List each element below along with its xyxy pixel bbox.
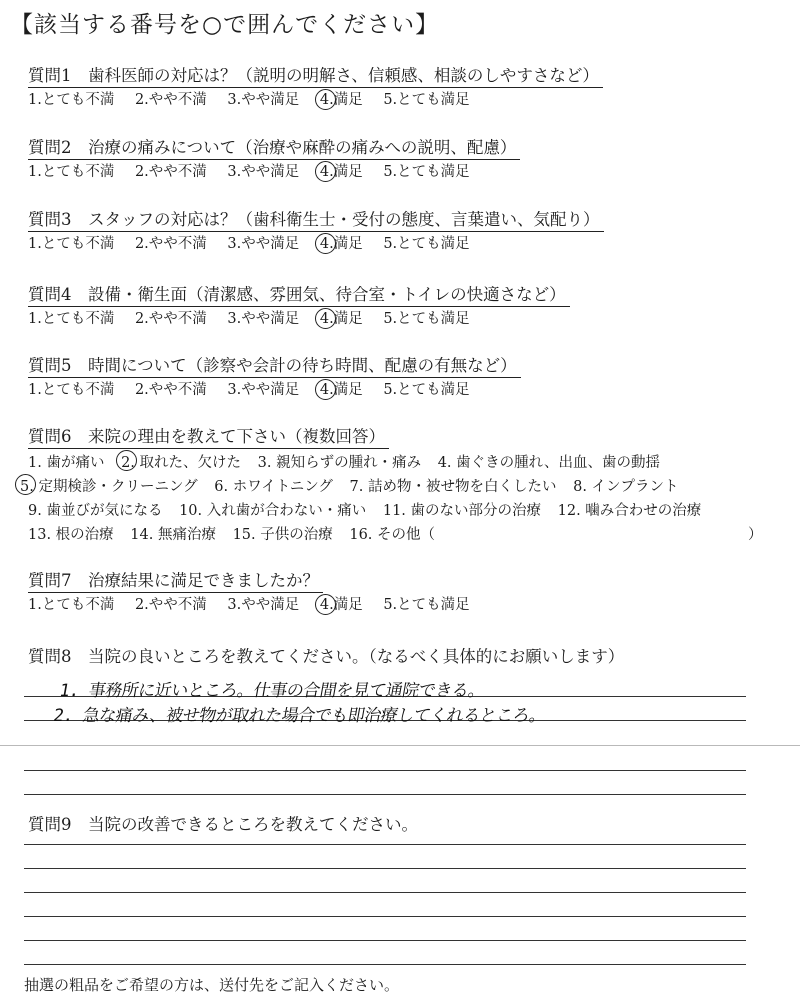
question-heading: 質問2 治療の痛みについて（治療や麻酔の痛みへの説明、配慮） [28,137,520,160]
option-4-selected[interactable]: 4.満足 [319,236,363,252]
question-heading: 質問1 歯科医師の対応は？（説明の明解さ、信頼感、相談のしやすさなど） [28,65,603,88]
option-3[interactable]: 3.やや満足 [227,92,300,108]
handwritten-answer-1: 1. 事務所に近いところ。仕事の合間を見て通院できる。 [57,681,487,701]
reason-15[interactable]: 15. 子供の治療 [232,527,333,543]
question-heading: 質問7 治療結果に満足できましたか？ [28,570,323,593]
q8-answer-area[interactable] [24,670,746,800]
q9-answer-area[interactable] [24,838,746,968]
answer-line [24,844,746,845]
reason-9[interactable]: 9. 歯並びが気になる [28,503,163,519]
option-5[interactable]: 5.とても満足 [383,236,470,252]
reason-7[interactable]: 7. 詰め物・被せ物を白くしたい [349,479,557,495]
option-2[interactable]: 2.やや不満 [134,382,207,398]
answer-line [24,964,746,965]
question-3 [28,209,788,254]
option-4-selected[interactable]: 4.満足 [319,597,363,613]
rating-options [28,234,788,254]
question-1 [28,65,788,110]
option-5[interactable]: 5.とても満足 [383,311,470,327]
option-5[interactable]: 5.とても満足 [383,382,470,398]
rating-options [28,162,788,182]
reason-6[interactable]: 6. ホワイトニング [214,479,333,495]
option-3[interactable]: 3.やや満足 [227,382,300,398]
option-2[interactable]: 2.やや不満 [134,164,207,180]
answer-line [24,770,746,771]
rating-options [28,595,788,615]
option-2[interactable]: 2.やや不満 [134,236,207,252]
option-1[interactable]: 1.とても不満 [28,92,115,108]
rating-options [28,90,788,110]
option-4-selected[interactable]: 4.満足 [319,382,363,398]
question-heading: 質問9 当院の改善できるところを教えてください。 [28,815,418,834]
option-4-selected[interactable]: 4.満足 [319,164,363,180]
option-1[interactable]: 1.とても不満 [28,164,115,180]
question-heading: 質問3 スタッフの対応は？（歯科衛生士・受付の態度、言葉遣い、気配り） [28,209,604,232]
reason-5-selected[interactable]: 5. 定期検診・クリーニング [20,475,198,499]
option-4-selected[interactable]: 4.満足 [319,92,363,108]
option-1[interactable]: 1.とても不満 [28,236,115,252]
option-3[interactable]: 3.やや満足 [227,597,300,613]
question-heading: 質問8 当院の良いところを教えてください。（なるべく具体的にお願いします） [28,647,625,666]
rating-options [28,309,788,329]
footer-cutoff-text: 抽選の粗品をご希望の方は、送付先をご記入ください。 [24,976,400,994]
reason-3[interactable]: 3. 親知らずの腫れ・痛み [257,455,422,471]
answer-line [24,916,746,917]
option-5[interactable]: 5.とても満足 [383,597,470,613]
reason-4[interactable]: 4. 歯ぐきの腫れ、出血、歯の動揺 [437,455,660,471]
reason-options [20,451,788,547]
scan-fold-line [0,745,800,746]
option-3[interactable]: 3.やや満足 [227,311,300,327]
option-2[interactable]: 2.やや不満 [134,597,207,613]
option-1[interactable]: 1.とても不満 [28,382,115,398]
reason-12[interactable]: 12. 噛み合わせの治療 [557,503,702,519]
page-title: 【該当する番号を○で囲んでください】 [10,12,440,38]
option-3[interactable]: 3.やや満足 [227,236,300,252]
option-2[interactable]: 2.やや不満 [134,92,207,108]
answer-line [24,794,746,795]
option-3[interactable]: 3.やや満足 [227,164,300,180]
answer-line [24,892,746,893]
option-1[interactable]: 1.とても不満 [28,311,115,327]
answer-line [24,940,746,941]
reason-1[interactable]: 1. 歯が痛い [28,455,105,471]
option-5[interactable]: 5.とても満足 [383,92,470,108]
handwritten-answer-2: 2. 急な痛み、被せ物が取れた場合でも即治療してくれるところ。 [51,706,548,726]
question-6 [20,426,788,547]
question-heading: 質問4 設備・衛生面（清潔感、雰囲気、待合室・トイレの快適さなど） [28,284,570,307]
reason-2-selected[interactable]: 2. 取れた、欠けた [121,451,241,475]
question-5 [28,355,788,400]
reason-16-other[interactable]: 16. その他（ [349,527,436,543]
option-2[interactable]: 2.やや不満 [134,311,207,327]
option-5[interactable]: 5.とても満足 [383,164,470,180]
option-4-selected[interactable]: 4.満足 [319,311,363,327]
question-4 [28,284,788,329]
question-heading: 質問5 時間について（診察や会計の待ち時間、配慮の有無など） [28,355,521,378]
option-1[interactable]: 1.とても不満 [28,597,115,613]
reason-11[interactable]: 11. 歯のない部分の治療 [382,503,542,519]
question-9 [28,814,788,836]
reason-10[interactable]: 10. 入れ歯が合わない・痛い [179,503,367,519]
question-heading: 質問6 来院の理由を教えて下さい（複数回答） [28,426,389,449]
answer-line [24,868,746,869]
question-7 [28,570,788,615]
reason-13[interactable]: 13. 根の治療 [28,527,114,543]
reason-14[interactable]: 14. 無痛治療 [130,527,216,543]
reason-8[interactable]: 8. インプラント [573,479,679,495]
other-close-paren: ） [748,527,763,543]
question-2 [28,137,788,182]
rating-options [28,380,788,400]
question-8 [28,646,788,668]
